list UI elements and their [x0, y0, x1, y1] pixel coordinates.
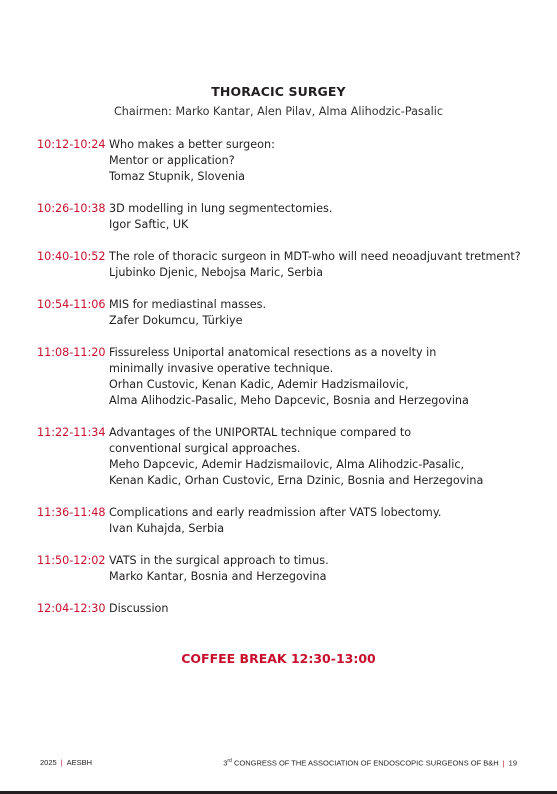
- section-title: THORACIC SURGEY: [211, 84, 346, 99]
- session-content: [109, 505, 539, 537]
- session-line: Meho Dapcevic, Ademir Hadzismailovic, Alma Alihodzic-Pasalic,: [109, 458, 465, 471]
- session-time: 11:50-12:02: [37, 554, 106, 567]
- session-content: [109, 601, 539, 617]
- session-line: Tomaz Stupnik, Slovenia: [109, 170, 246, 183]
- footer-year: 2025: [40, 758, 57, 767]
- session-content: [109, 201, 539, 233]
- footer-left: [40, 758, 92, 767]
- session-line: The role of thoracic surgeon in MDT-who will need neoadjuvant tretment?: [109, 250, 521, 263]
- session-line: Marko Kantar, Bosnia and Herzegovina: [109, 570, 327, 583]
- session-line: Who makes a better surgeon:: [109, 138, 275, 151]
- session-content: [109, 553, 539, 585]
- footer-right: [223, 758, 517, 768]
- session-line: VATS in the surgical approach to timus.: [109, 554, 329, 567]
- session-time: 10:12-10:24: [37, 138, 106, 151]
- session-line: minimally invasive operative technique.: [109, 362, 334, 375]
- footer-congress: CONGRESS OF THE ASSOCIATION OF ENDOSCOPIC SURGEONS OF B&H: [233, 758, 499, 768]
- session-line: Igor Saftic, UK: [109, 218, 189, 231]
- session-content: [109, 297, 539, 329]
- footer-org: AESBH: [66, 758, 93, 767]
- session-line: Ljubinko Djenic, Nebojsa Maric, Serbia: [109, 266, 323, 279]
- session-time: 10:54-11:06: [37, 298, 106, 311]
- session-line: Complications and early readmission after VATS lobectomy.: [109, 506, 442, 519]
- session-time: 11:36-11:48: [37, 506, 106, 519]
- footer-ordinal: 3: [223, 758, 228, 768]
- session-line: Mentor or application?: [109, 154, 235, 167]
- session-line: Advantages of the UNIPORTAL technique compared to: [109, 426, 412, 439]
- session-time: 11:22-11:34: [37, 426, 106, 439]
- footer-divider: |: [502, 758, 505, 768]
- session-time: 10:26-10:38: [37, 202, 106, 215]
- session-line: MIS for mediastinal masses.: [109, 298, 267, 311]
- session-line: Ivan Kuhajda, Serbia: [109, 522, 225, 535]
- footer-ordinal-suffix: rd: [227, 758, 232, 764]
- session-content: [109, 425, 539, 489]
- page-number: 19: [508, 758, 517, 768]
- session-content: [109, 345, 539, 409]
- session-line: Zafer Dokumcu, Türkiye: [109, 314, 243, 327]
- session-time: 11:08-11:20: [37, 346, 106, 359]
- session-line: Orhan Custovic, Kenan Kadic, Ademir Hadzismailovic,: [109, 378, 409, 391]
- session-time: 10:40-10:52: [37, 250, 106, 263]
- session-line: Kenan Kadic, Orhan Custovic, Erna Dzinic, Bosnia and Herzegovina: [109, 474, 484, 487]
- chairmen-line: Chairmen: Marko Kantar, Alen Pilav, Alma Alihodzic-Pasalic: [114, 105, 443, 118]
- session-content: [109, 249, 539, 281]
- session-line: Fissureless Uniportal anatomical resections as a novelty in: [109, 346, 437, 359]
- session-line: conventional surgical approaches.: [109, 442, 301, 455]
- session-line: Discussion: [109, 602, 169, 615]
- session-time: 12:04-12:30: [37, 602, 106, 615]
- session-content: [109, 137, 539, 185]
- session-line: Alma Alihodzic-Pasalic, Meho Dapcevic, Bosnia and Herzegovina: [109, 394, 469, 407]
- footer-divider: |: [60, 758, 63, 767]
- coffee-break-heading: COFFEE BREAK 12:30-13:00: [181, 651, 376, 666]
- session-line: 3D modelling in lung segmentectomies.: [109, 202, 333, 215]
